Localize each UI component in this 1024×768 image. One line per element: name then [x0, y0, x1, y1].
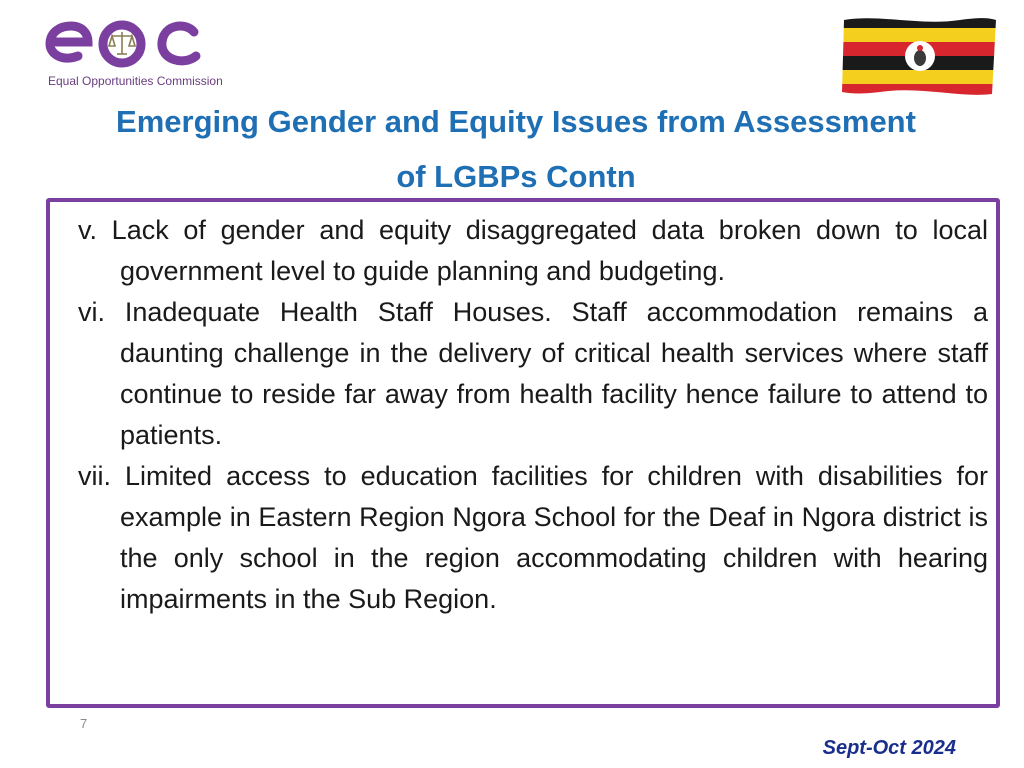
issue-item-v: v. Lack of gender and equity disaggregated data broken down to local government level to guide planning and budgeting.: [78, 215, 988, 286]
date-label: Sept-Oct 2024: [822, 737, 956, 759]
slide-title-line-1: Emerging Gender and Equity Issues from Assessment: [116, 104, 916, 139]
page-number: 7: [80, 716, 88, 731]
uganda-flag-icon: [840, 14, 1000, 98]
issue-list: [78, 210, 988, 620]
issue-item-vi: vi. Inadequate Health Staff Houses. Staff accommodation remains a daunting challenge in the delivery of critical health services where staff continue to reside far away from health facility hence failure to attend to patients.: [78, 297, 988, 450]
slide-title: [40, 94, 992, 204]
eoc-logo-mark: [44, 18, 224, 70]
issue-item-vii: vii. Limited access to education facilities for children with disabilities for example in Eastern Region Ngora School for the Deaf in Ngora district is the only school in the region accommodating children with hearing impairments in the Sub Region.: [78, 461, 988, 614]
slide-title-line-2: of LGBPs Contn: [396, 159, 636, 194]
logo-caption: Equal Opportunities Commission: [48, 74, 223, 88]
eoc-logo: [44, 18, 254, 93]
content-box: [46, 198, 1000, 708]
